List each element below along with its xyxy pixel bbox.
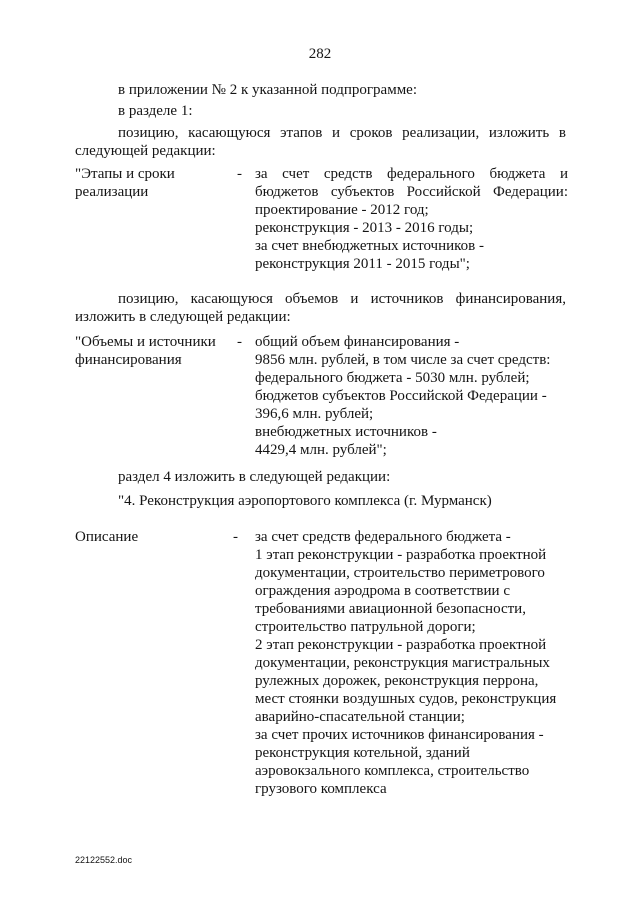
funding-value-line: 4429,4 млн. рублей"; bbox=[255, 442, 387, 458]
funding-label-line: финансирования bbox=[75, 352, 182, 368]
intro-line-1: в приложении № 2 к указанной подпрограмме: bbox=[118, 82, 418, 98]
funding-value-line: федерального бюджета - 5030 млн. рублей; bbox=[255, 370, 530, 386]
description-value-line: документации, строительство периметрового bbox=[255, 565, 545, 581]
description-value-line: аварийно-спасательной станции; bbox=[255, 709, 465, 725]
description-value-line: требованиями авиационной безопасности, bbox=[255, 601, 526, 617]
funding-dash: - bbox=[237, 334, 242, 350]
stages-label-line: "Этапы и сроки bbox=[75, 166, 175, 182]
stages-value-line: бюджетов субъектов Российской Федерации: bbox=[255, 184, 568, 200]
description-value-line: ограждения аэродрома в соответствии с bbox=[255, 583, 510, 599]
description-value-line: 1 этап реконструкции - разработка проектной bbox=[255, 547, 547, 563]
stages-value-line: реконструкция 2011 - 2015 годы"; bbox=[255, 256, 470, 272]
description-value-line: грузового комплекса bbox=[255, 781, 387, 797]
funding-value-line: внебюджетных источников - bbox=[255, 424, 437, 440]
intro-line-3: позицию, касающуюся этапов и сроков реализации, изложить в bbox=[118, 125, 566, 141]
section4-intro: раздел 4 изложить в следующей редакции: bbox=[118, 469, 391, 485]
intro-line-2: в разделе 1: bbox=[118, 103, 193, 119]
description-value-line: аэровокзального комплекса, строительство bbox=[255, 763, 530, 779]
page-number: 282 bbox=[308, 46, 332, 62]
description-value bbox=[255, 528, 570, 798]
description-value-line: документации, реконструкция магистральных bbox=[255, 655, 550, 671]
stages-label-line: реализации bbox=[75, 184, 149, 200]
funding-intro-line-1: позицию, касающуюся объемов и источников финансирования, bbox=[118, 291, 566, 307]
funding-value-line: 396,6 млн. рублей; bbox=[255, 406, 374, 422]
stages-label bbox=[75, 165, 175, 201]
stages-value-line: реконструкция - 2013 - 2016 годы; bbox=[255, 220, 474, 236]
intro-line-4: следующей редакции: bbox=[75, 143, 216, 159]
stages-value-line: за счет внебюджетных источников - bbox=[255, 238, 485, 254]
description-label-line: Описание bbox=[75, 529, 139, 545]
funding-value-line: общий объем финансирования - bbox=[255, 334, 460, 350]
description-label bbox=[75, 528, 138, 546]
funding-value-line: 9856 млн. рублей, в том числе за счет средств: bbox=[255, 352, 551, 368]
stages-value bbox=[255, 165, 568, 273]
funding-value-line: бюджетов субъектов Российской Федерации - bbox=[255, 388, 547, 404]
stages-value-line: за счет средств федерального бюджета и bbox=[255, 166, 568, 182]
description-value-line: реконструкция котельной, зданий bbox=[255, 745, 470, 761]
description-value-line: строительство патрульной дороги; bbox=[255, 619, 476, 635]
funding-value bbox=[255, 333, 568, 459]
funding-label bbox=[75, 333, 216, 369]
section4-title: "4. Реконструкция аэропортового комплекса (г. Мурманск) bbox=[118, 493, 492, 509]
description-value-line: за счет прочих источников финансирования - bbox=[255, 727, 544, 743]
funding-label-line: "Объемы и источники bbox=[75, 334, 216, 350]
description-dash: - bbox=[233, 529, 238, 545]
footer-filename: 22122552.doc bbox=[75, 855, 133, 865]
stages-value-line: проектирование - 2012 год; bbox=[255, 202, 429, 218]
description-value-line: 2 этап реконструкции - разработка проектной bbox=[255, 637, 547, 653]
description-value-line: рулежных дорожек, реконструкция перрона, bbox=[255, 673, 539, 689]
stages-dash: - bbox=[237, 166, 242, 182]
description-value-line: за счет средств федерального бюджета - bbox=[255, 529, 511, 545]
funding-intro-line-2: изложить в следующей редакции: bbox=[75, 309, 291, 325]
description-value-line: мест стоянки воздушных судов, реконструкция bbox=[255, 691, 557, 707]
